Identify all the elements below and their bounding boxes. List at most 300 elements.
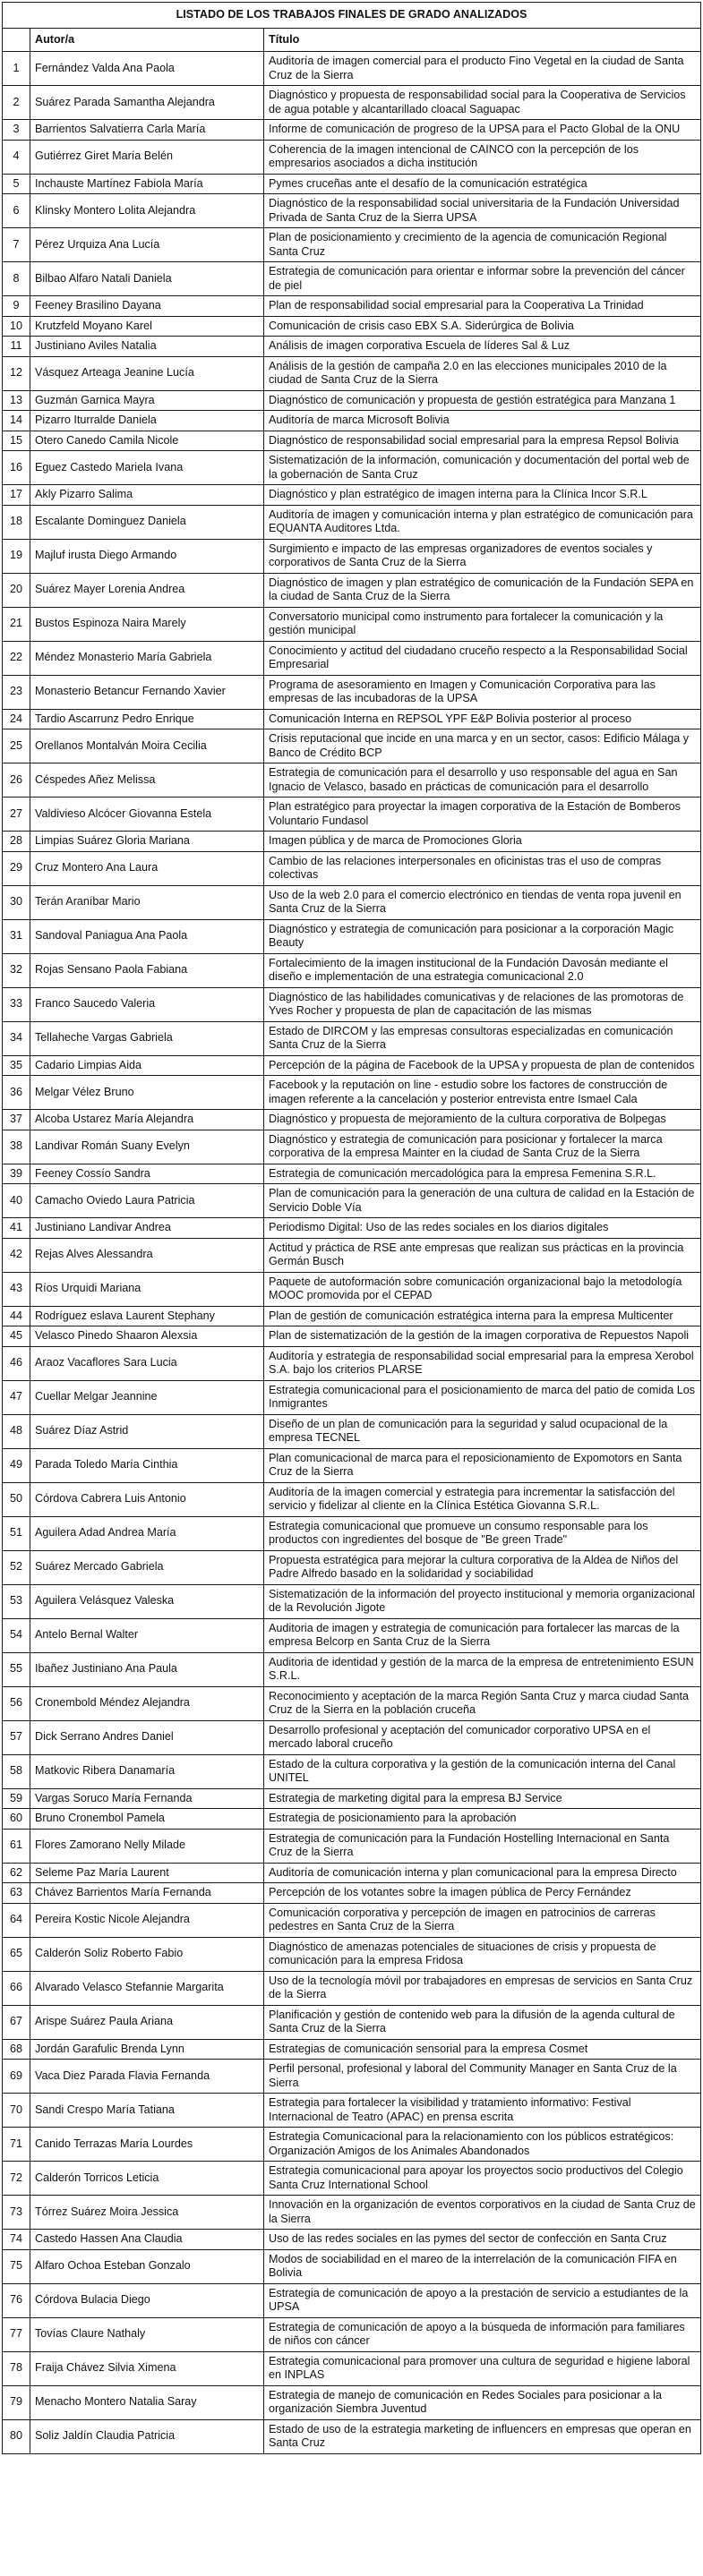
row-number: 3	[3, 120, 30, 141]
row-number: 39	[3, 1164, 30, 1184]
row-number: 75	[3, 2249, 30, 2283]
row-author: Calderón Soliz Roberto Fabio	[30, 1937, 264, 1971]
row-number: 46	[3, 1346, 30, 1380]
row-title: Estrategia de marketing digital para la empresa BJ Service	[264, 1788, 701, 1809]
row-number: 79	[3, 2385, 30, 2419]
row-author: Chávez Barrientos María Fernanda	[30, 1883, 264, 1904]
table-row	[3, 573, 701, 607]
table-row	[3, 120, 701, 141]
table-row	[3, 1550, 701, 1584]
row-author: Camacho Oviedo Laura Patricia	[30, 1184, 264, 1218]
row-number: 10	[3, 316, 30, 337]
row-number: 70	[3, 2094, 30, 2128]
table-row	[3, 2196, 701, 2230]
table-row	[3, 194, 701, 228]
table-row	[3, 1326, 701, 1347]
row-number: 16	[3, 451, 30, 485]
row-author: Córdova Cabrera Luis Antonio	[30, 1482, 264, 1516]
row-title: Comunicación Interna en REPSOL YPF E&P Bolivia posterior al proceso	[264, 709, 701, 729]
row-author: Céspedes Añez Melissa	[30, 763, 264, 798]
row-number: 33	[3, 987, 30, 1021]
theses-table	[2, 2, 701, 2454]
row-number: 4	[3, 140, 30, 174]
row-title: Uso de la web 2.0 para el comercio electrónico en tiendas de venta ropa juvenil en Santa Cruz de la Sierra	[264, 885, 701, 919]
table-row	[3, 832, 701, 852]
table-row	[3, 485, 701, 506]
row-number: 73	[3, 2196, 30, 2230]
table-caption: LISTADO DE LOS TRABAJOS FINALES DE GRADO ANALIZADOS	[3, 3, 701, 29]
row-title: Imagen pública y de marca de Promociones Gloria	[264, 832, 701, 852]
row-number: 29	[3, 851, 30, 885]
table-row	[3, 1110, 701, 1130]
row-author: Pereira Kostic Nicole Alejandra	[30, 1903, 264, 1937]
row-author: Gutiérrez Giret María Belén	[30, 140, 264, 174]
row-title: Conocimiento y actitud del ciudadano cruceño respecto a la Responsabilidad Social Empresarial	[264, 641, 701, 675]
row-number: 58	[3, 1754, 30, 1788]
row-title: Estrategia de comunicación para orientar e informar sobre la prevención del cáncer de piel	[264, 262, 701, 296]
table-row	[3, 1618, 701, 1652]
row-number: 51	[3, 1516, 30, 1550]
row-author: Alvarado Velasco Stefannie Margarita	[30, 1971, 264, 2005]
table-row	[3, 316, 701, 337]
table-row	[3, 763, 701, 798]
row-title: Auditoría de comunicación interna y plan comunicacional para la empresa Directo	[264, 1863, 701, 1883]
table-row	[3, 451, 701, 485]
row-title: Estrategia de comunicación de apoyo a la búsqueda de información para familiares de niños con cáncer	[264, 2317, 701, 2351]
row-author: Cronembold Méndez Alejandra	[30, 1686, 264, 1720]
row-number: 65	[3, 1937, 30, 1971]
table-row	[3, 1238, 701, 1272]
row-number: 50	[3, 1482, 30, 1516]
row-author: Aguilera Adad Andrea María	[30, 1516, 264, 1550]
row-author: Ibañez Justiniano Ana Paula	[30, 1652, 264, 1686]
row-author: Justiniano Landivar Andrea	[30, 1218, 264, 1239]
table-row	[3, 1809, 701, 1830]
row-title: Propuesta estratégica para mejorar la cultura corporativa de la Aldea de Niños del Padre Alfredo basado en la solidaridad y sociabilidad	[264, 1550, 701, 1584]
row-author: Vargas Soruco María Fernanda	[30, 1788, 264, 1809]
row-title: Estrategia comunicacional para apoyar los proyectos socio productivos del Colegio Santa Cruz International School	[264, 2162, 701, 2196]
table-row	[3, 1184, 701, 1218]
row-author: Rojas Sensano Paola Fabiana	[30, 953, 264, 987]
row-author: Barrientos Salvatierra Carla María	[30, 120, 264, 141]
table-row	[3, 1055, 701, 1076]
row-number: 7	[3, 228, 30, 262]
row-author: Fraija Chávez Silvia Ximena	[30, 2351, 264, 2385]
table-row	[3, 1863, 701, 1883]
row-number: 44	[3, 1306, 30, 1326]
row-number: 11	[3, 337, 30, 357]
table-row	[3, 2419, 701, 2453]
row-number: 67	[3, 2005, 30, 2039]
row-title: Diagnóstico y estrategia de comunicación para posicionar a la corporación Magic Beauty	[264, 919, 701, 953]
row-title: Auditoría de marca Microsoft Bolivia	[264, 411, 701, 431]
row-number: 41	[3, 1218, 30, 1239]
row-number: 72	[3, 2162, 30, 2196]
table-row	[3, 2005, 701, 2039]
row-author: Otero Canedo Camila Nicole	[30, 431, 264, 451]
row-number: 18	[3, 505, 30, 539]
table-row	[3, 390, 701, 411]
row-author: Terán Araníbar Mario	[30, 885, 264, 919]
header-num	[3, 29, 30, 52]
row-author: Seleme Paz María Laurent	[30, 1863, 264, 1883]
row-title: Plan de posicionamiento y crecimiento de la agencia de comunicación Regional Santa Cruz	[264, 228, 701, 262]
table-row	[3, 228, 701, 262]
row-author: Araoz Vacaflores Sara Lucia	[30, 1346, 264, 1380]
row-title: Perfil personal, profesional y laboral del Community Manager en Santa Cruz de la Sierra	[264, 2060, 701, 2094]
row-number: 69	[3, 2060, 30, 2094]
table-row	[3, 1937, 701, 1971]
row-author: Jordán Garafulic Brenda Lynn	[30, 2039, 264, 2060]
table-row	[3, 1903, 701, 1937]
row-title: Análisis de imagen corporativa Escuela de líderes Sal & Luz	[264, 337, 701, 357]
row-title: Fortalecimiento de la imagen institucional de la Fundación Davosán mediante el diseño e implementación de una estrategia comunicacional 2.0	[264, 953, 701, 987]
row-author: Dick Serrano Andres Daniel	[30, 1720, 264, 1754]
row-author: Limpias Suárez Gloria Mariana	[30, 832, 264, 852]
row-number: 48	[3, 1414, 30, 1448]
row-number: 25	[3, 729, 30, 763]
row-author: Orellanos Montalván Moira Cecilia	[30, 729, 264, 763]
row-author: Alcoba Ustarez María Alejandra	[30, 1110, 264, 1130]
row-author: Bruno Cronembol Pamela	[30, 1809, 264, 1830]
table-row	[3, 675, 701, 709]
row-author: Vásquez Arteaga Jeanine Lucía	[30, 356, 264, 390]
row-number: 56	[3, 1686, 30, 1720]
row-author: Ríos Urquidi Mariana	[30, 1272, 264, 1306]
row-number: 22	[3, 641, 30, 675]
row-author: Bilbao Alfaro Natali Daniela	[30, 262, 264, 296]
row-title: Comunicación corporativa y percepción de imagen en patrocinios de carreras pedestres en Santa Cruz de la Sierra	[264, 1903, 701, 1937]
row-author: Feeney Cossío Sandra	[30, 1164, 264, 1184]
table-row	[3, 607, 701, 641]
row-number: 45	[3, 1326, 30, 1347]
row-title: Plan de comunicación para la generación de una cultura de calidad en la Estación de Servicio Doble Vía	[264, 1184, 701, 1218]
row-title: Innovación en la organización de eventos corporativos en la ciudad de Santa Cruz de la Sierra	[264, 2196, 701, 2230]
row-title: Estrategia de comunicación para el desarrollo y uso responsable del agua en San Ignacio de Velasco, basado en prácticas de comunicación para el desarrollo	[264, 763, 701, 798]
row-title: Estrategias de comunicación sensorial para la empresa Cosmet	[264, 2039, 701, 2060]
row-author: Melgar Vélez Bruno	[30, 1076, 264, 1110]
row-author: Suárez Parada Samantha Alejandra	[30, 86, 264, 120]
row-title: Estado de DIRCOM y las empresas consultoras especializadas en comunicación Santa Cruz de la Sierra	[264, 1021, 701, 1055]
table-row	[3, 641, 701, 675]
row-title: Análisis de la gestión de campaña 2.0 en las elecciones municipales 2010 de la ciudad de Santa Cruz de la Sierra	[264, 356, 701, 390]
row-number: 63	[3, 1883, 30, 1904]
table-row	[3, 2385, 701, 2419]
table-row	[3, 709, 701, 729]
row-title: Reconocimiento y aceptación de la marca Región Santa Cruz y marca ciudad Santa Cruz de la Sierra en la población cruceña	[264, 1686, 701, 1720]
row-title: Estado de uso de la estrategia marketing de influencers en empresas que operan en Santa Cruz	[264, 2419, 701, 2453]
table-row	[3, 1829, 701, 1863]
row-author: Aguilera Velásquez Valeska	[30, 1584, 264, 1618]
table-row	[3, 1306, 701, 1326]
table-row	[3, 1130, 701, 1164]
caption-row	[3, 3, 701, 29]
row-number: 8	[3, 262, 30, 296]
row-number: 54	[3, 1618, 30, 1652]
row-author: Krutzfeld Moyano Karel	[30, 316, 264, 337]
row-author: Monasterio Betancur Fernando Xavier	[30, 675, 264, 709]
row-number: 52	[3, 1550, 30, 1584]
table-row	[3, 2039, 701, 2060]
row-number: 14	[3, 411, 30, 431]
row-number: 9	[3, 296, 30, 317]
row-title: Pymes cruceñas ante el desafío de la comunicación estratégica	[264, 174, 701, 194]
row-title: Conversatorio municipal como instrumento para fortalecer la comunicación y la gestión municipal	[264, 607, 701, 641]
row-title: Auditoría de imagen y comunicación interna y plan estratégico de comunicación para EQUANTA Auditores Ltda.	[264, 505, 701, 539]
row-author: Soliz Jaldín Claudia Patricia	[30, 2419, 264, 2453]
row-title: Uso de la tecnología móvil por trabajadores en empresas de servicios en Santa Cruz de la Sierra	[264, 1971, 701, 2005]
table-row	[3, 1686, 701, 1720]
row-number: 26	[3, 763, 30, 798]
row-number: 74	[3, 2230, 30, 2250]
row-author: Canido Terrazas María Lourdes	[30, 2128, 264, 2162]
row-number: 40	[3, 1184, 30, 1218]
row-author: Eguez Castedo Mariela Ivana	[30, 451, 264, 485]
table-row	[3, 337, 701, 357]
table-row	[3, 2351, 701, 2385]
row-author: Pérez Urquiza Ana Lucía	[30, 228, 264, 262]
table-row	[3, 262, 701, 296]
row-author: Guzmán Garnica Mayra	[30, 390, 264, 411]
row-title: Surgimiento e impacto de las empresas organizadores de eventos sociales y corporativos de Santa Cruz de la Sierra	[264, 539, 701, 573]
row-number: 13	[3, 390, 30, 411]
row-author: Inchauste Martínez Fabiola María	[30, 174, 264, 194]
row-author: Rodríguez eslava Laurent Stephany	[30, 1306, 264, 1326]
row-number: 53	[3, 1584, 30, 1618]
row-author: Suárez Mercado Gabriela	[30, 1550, 264, 1584]
row-author: Valdivieso Alcócer Giovanna Estela	[30, 798, 264, 832]
table-row	[3, 953, 701, 987]
row-number: 71	[3, 2128, 30, 2162]
table-row	[3, 1448, 701, 1482]
row-title: Estrategia comunicacional para promover una cultura de seguridad e higiene laboral en INPLAS	[264, 2351, 701, 2385]
row-number: 15	[3, 431, 30, 451]
row-number: 77	[3, 2317, 30, 2351]
row-title: Diagnóstico y propuesta de responsabilidad social para la Cooperativa de Servicios de agua potable y alcantarillado cloacal Saguapac	[264, 86, 701, 120]
table-row	[3, 174, 701, 194]
row-number: 12	[3, 356, 30, 390]
header-author: Autor/a	[30, 29, 264, 52]
row-author: Tardio Ascarrunz Pedro Enrique	[30, 709, 264, 729]
row-number: 17	[3, 485, 30, 506]
row-title: Estrategia comunicacional que promueve un consumo responsable para los productos con ingredientes del bosque de "Be green Trade"	[264, 1516, 701, 1550]
row-title: Comunicación de crisis caso EBX S.A. Siderúrgica de Bolivia	[264, 316, 701, 337]
row-title: Plan de gestión de comunicación estratégica interna para la empresa Multicenter	[264, 1306, 701, 1326]
table-row	[3, 1414, 701, 1448]
row-author: Klinsky Montero Lolita Alejandra	[30, 194, 264, 228]
row-title: Programa de asesoramiento en Imagen y Comunicación Corporativa para las empresas de las incubadoras de la UPSA	[264, 675, 701, 709]
table-row	[3, 919, 701, 953]
row-title: Diagnóstico de imagen y plan estratégico de comunicación de la Fundación SEPA en la ciudad de Santa Cruz de la Sierra	[264, 573, 701, 607]
row-title: Plan de sistematización de la gestión de la imagen corporativa de Repuestos Napoli	[264, 1326, 701, 1347]
row-number: 19	[3, 539, 30, 573]
row-number: 2	[3, 86, 30, 120]
row-title: Plan de responsabilidad social empresarial para la Cooperativa La Trinidad	[264, 296, 701, 317]
row-author: Matkovic Ribera Danamaría	[30, 1754, 264, 1788]
table-row	[3, 1346, 701, 1380]
row-title: Diagnóstico y plan estratégico de imagen interna para la Clínica Incor S.R.L	[264, 485, 701, 506]
row-title: Diagnóstico de amenazas potenciales de situaciones de crisis y propuesta de comunicación para la empresa Fridosa	[264, 1937, 701, 1971]
row-author: Justiniano Aviles Natalia	[30, 337, 264, 357]
row-number: 60	[3, 1809, 30, 1830]
row-number: 31	[3, 919, 30, 953]
table-row	[3, 1164, 701, 1184]
row-title: Diagnóstico y propuesta de mejoramiento de la cultura corporativa de Bolpegas	[264, 1110, 701, 1130]
row-author: Tellaheche Vargas Gabriela	[30, 1021, 264, 1055]
row-title: Diseño de un plan de comunicación para la seguridad y salud ocupacional de la empresa TECNEL	[264, 1414, 701, 1448]
row-title: Estrategia Comunicacional para la relacionamiento con los públicos estratégicos: Organización Amigos de los Animales Abandonados	[264, 2128, 701, 2162]
row-title: Sistematización de la información, comunicación y documentación del portal web de la gobernación de Santa Cruz	[264, 451, 701, 485]
row-number: 36	[3, 1076, 30, 1110]
table-row	[3, 1883, 701, 1904]
row-number: 68	[3, 2039, 30, 2060]
row-title: Crisis reputacional que incide en una marca y en un sector, casos: Edificio Málaga y Banco de Crédito BCP	[264, 729, 701, 763]
row-number: 20	[3, 573, 30, 607]
row-title: Actitud y práctica de RSE ante empresas que realizan sus prácticas en la provincia Germán Busch	[264, 1238, 701, 1272]
row-author: Flores Zamorano Nelly Milade	[30, 1829, 264, 1863]
table-row	[3, 431, 701, 451]
row-author: Bustos Espinoza Naira Marely	[30, 607, 264, 641]
row-number: 1	[3, 52, 30, 86]
row-title: Planificación y gestión de contenido web para la difusión de la agenda cultural de Santa Cruz de la Sierra	[264, 2005, 701, 2039]
table-row	[3, 140, 701, 174]
table-row	[3, 2060, 701, 2094]
row-title: Coherencia de la imagen intencional de CAINCO con la percepción de los empresarios asociados a dicha institución	[264, 140, 701, 174]
table-row	[3, 885, 701, 919]
row-number: 49	[3, 1448, 30, 1482]
row-title: Estrategia de manejo de comunicación en Redes Sociales para posicionar a la organización Siembra Juventud	[264, 2385, 701, 2419]
row-number: 24	[3, 709, 30, 729]
row-author: Suárez Mayer Lorenia Andrea	[30, 573, 264, 607]
row-title: Facebook y la reputación on line - estudio sobre los factores de construcción de imagen referente a la cancelación y posterior entrevista entre Ismael Cala	[264, 1076, 701, 1110]
row-number: 21	[3, 607, 30, 641]
row-author: Feeney Brasilino Dayana	[30, 296, 264, 317]
row-title: Plan estratégico para proyectar la imagen corporativa de la Estación de Bomberos Voluntario Fundasol	[264, 798, 701, 832]
row-title: Plan comunicacional de marca para el reposicionamiento de Expomotors en Santa Cruz de la Sierra	[264, 1448, 701, 1482]
table-row	[3, 411, 701, 431]
row-title: Informe de comunicación de progreso de la UPSA para el Pacto Global de la ONU	[264, 120, 701, 141]
row-number: 64	[3, 1903, 30, 1937]
row-title: Periodismo Digital: Uso de las redes sociales en los diarios digitales	[264, 1218, 701, 1239]
row-author: Córdova Bulacia Diego	[30, 2283, 264, 2317]
row-number: 5	[3, 174, 30, 194]
row-author: Arispe Suárez Paula Ariana	[30, 2005, 264, 2039]
row-number: 61	[3, 1829, 30, 1863]
table-row	[3, 505, 701, 539]
row-title: Percepción de la página de Facebook de la UPSA y propuesta de plan de contenidos	[264, 1055, 701, 1076]
row-title: Estrategia de comunicación mercadológica para la empresa Femenina S.R.L.	[264, 1164, 701, 1184]
table-row	[3, 1076, 701, 1110]
table-row	[3, 729, 701, 763]
table-row	[3, 2162, 701, 2196]
header-row	[3, 29, 701, 52]
row-title: Diagnóstico y estrategia de comunicación para posicionar y fortalecer la marca corporativa de la empresa Mainter en la ciudad de Santa Cruz de la Sierra	[264, 1130, 701, 1164]
row-author: Cruz Montero Ana Laura	[30, 851, 264, 885]
table-row	[3, 2128, 701, 2162]
row-title: Auditoría de la imagen comercial y estrategia para incrementar la satisfacción del servicio y fidelizar al cliente en la Clínica Estética Giovanna S.R.L.	[264, 1482, 701, 1516]
table-row	[3, 2283, 701, 2317]
table-row	[3, 296, 701, 317]
table-row	[3, 1720, 701, 1754]
row-author: Vaca Diez Parada Flavia Fernanda	[30, 2060, 264, 2094]
table-row	[3, 1021, 701, 1055]
table-row	[3, 2094, 701, 2128]
table-row	[3, 2230, 701, 2250]
row-number: 35	[3, 1055, 30, 1076]
row-title: Auditoría y estrategia de responsabilidad social empresarial para la empresa Xerobol S.A. bajo los criterios PLARSE	[264, 1346, 701, 1380]
row-number: 57	[3, 1720, 30, 1754]
row-author: Suárez Díaz Astrid	[30, 1414, 264, 1448]
row-number: 6	[3, 194, 30, 228]
row-author: Méndez Monasterio María Gabriela	[30, 641, 264, 675]
row-number: 28	[3, 832, 30, 852]
row-author: Sandoval Paniagua Ana Paola	[30, 919, 264, 953]
row-title: Uso de las redes sociales en las pymes del sector de confección en Santa Cruz	[264, 2230, 701, 2250]
row-author: Menacho Montero Natalia Saray	[30, 2385, 264, 2419]
row-title: Diagnóstico de comunicación y propuesta de gestión estratégica para Manzana 1	[264, 390, 701, 411]
table-row	[3, 1380, 701, 1414]
row-number: 62	[3, 1863, 30, 1883]
table-body	[3, 52, 701, 2454]
row-number: 55	[3, 1652, 30, 1686]
row-number: 80	[3, 2419, 30, 2453]
row-title: Diagnóstico de responsabilidad social empresarial para la empresa Repsol Bolivia	[264, 431, 701, 451]
row-title: Estrategia de comunicación de apoyo a la prestación de servicio a estudiantes de la UPSA	[264, 2283, 701, 2317]
table-row	[3, 1482, 701, 1516]
row-author: Calderón Torricos Leticia	[30, 2162, 264, 2196]
row-author: Pizarro Iturralde Daniela	[30, 411, 264, 431]
row-author: Parada Toledo María Cinthia	[30, 1448, 264, 1482]
row-title: Auditoria de imagen y estrategia de comunicación para fortalecer las marcas de la empresa Belcorp en Santa Cruz de la Sierra	[264, 1618, 701, 1652]
table-row	[3, 356, 701, 390]
row-author: Akly Pizarro Salima	[30, 485, 264, 506]
row-author: Fernández Valda Ana Paola	[30, 52, 264, 86]
row-number: 34	[3, 1021, 30, 1055]
row-author: Tovías Claure Nathaly	[30, 2317, 264, 2351]
row-author: Alfaro Ochoa Esteban Gonzalo	[30, 2249, 264, 2283]
table-row	[3, 851, 701, 885]
row-title: Estrategia para fortalecer la visibilidad y tratamiento informativo: Festival Internacional de Teatro (APAC) en prensa escrita	[264, 2094, 701, 2128]
row-number: 43	[3, 1272, 30, 1306]
row-author: Escalante Dominguez Daniela	[30, 505, 264, 539]
row-title: Diagnóstico de las habilidades comunicativas y de relaciones de las promotoras de Yves Rocher y propuesta de plan de capacitación de las mismas	[264, 987, 701, 1021]
row-number: 38	[3, 1130, 30, 1164]
row-author: Landivar Román Suany Evelyn	[30, 1130, 264, 1164]
row-title: Cambio de las relaciones interpersonales en oficinistas tras el uso de compras colectivas	[264, 851, 701, 885]
row-author: Cadario Limpias Aida	[30, 1055, 264, 1076]
table-row	[3, 52, 701, 86]
row-title: Desarrollo profesional y aceptación del comunicador corporativo UPSA en el mercado laboral cruceño	[264, 1720, 701, 1754]
row-author: Castedo Hassen Ana Claudia	[30, 2230, 264, 2250]
row-title: Estado de la cultura corporativa y la gestión de la comunicación interna del Canal UNITEL	[264, 1754, 701, 1788]
row-number: 76	[3, 2283, 30, 2317]
table-row	[3, 1218, 701, 1239]
row-title: Percepción de los votantes sobre la imagen pública de Percy Fernández	[264, 1883, 701, 1904]
row-number: 47	[3, 1380, 30, 1414]
row-number: 59	[3, 1788, 30, 1809]
row-number: 23	[3, 675, 30, 709]
row-author: Franco Saucedo Valeria	[30, 987, 264, 1021]
row-author: Velasco Pinedo Shaaron Alexsia	[30, 1326, 264, 1347]
table-row	[3, 1516, 701, 1550]
row-author: Cuellar Melgar Jeannine	[30, 1380, 264, 1414]
table-row	[3, 798, 701, 832]
row-number: 32	[3, 953, 30, 987]
row-title: Estrategia de comunicación para la Fundación Hostelling Internacional en Santa Cruz de la Sierra	[264, 1829, 701, 1863]
table-row	[3, 539, 701, 573]
row-title: Estrategia comunicacional para el posicionamiento de marca del patio de comida Los Inmigrantes	[264, 1380, 701, 1414]
table-row	[3, 987, 701, 1021]
